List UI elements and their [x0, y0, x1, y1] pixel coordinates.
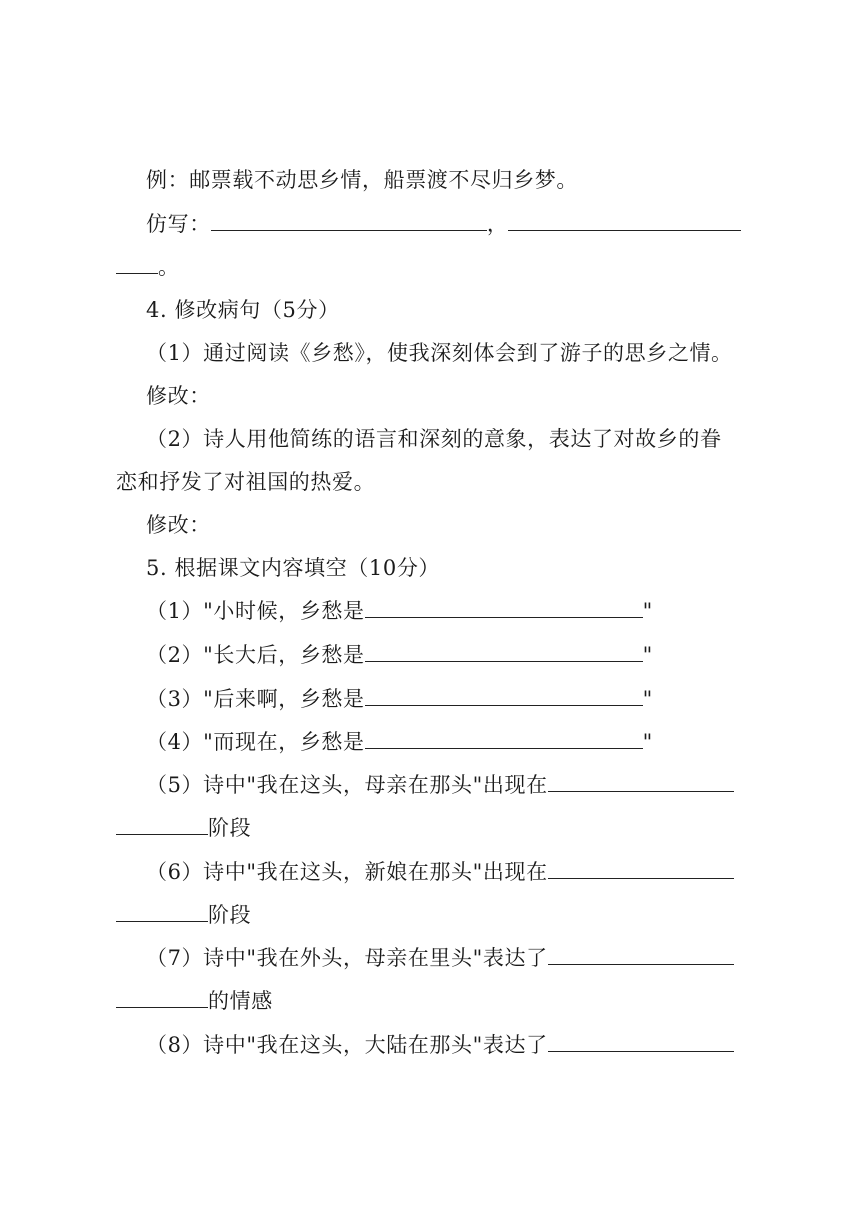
question-5-1-text: （1）"小时候，乡愁是	[146, 599, 365, 623]
question-5-6-cont	[116, 900, 756, 930]
imitate-label: 仿写：	[146, 212, 211, 236]
question-5-6	[146, 857, 786, 887]
question-5-5	[146, 770, 786, 800]
answer-blank-5-4[interactable]	[365, 728, 643, 749]
quote-mark: "	[642, 687, 653, 711]
question-5-7	[146, 943, 786, 973]
question-5-3-text: （3）"后来啊，乡愁是	[146, 687, 365, 711]
question-4-2-a: （2）诗人用他简练的语言和深刻的意象，表达了对故乡的眷	[146, 427, 722, 451]
stage-text: 阶段	[208, 816, 252, 840]
imitate-blank-2[interactable]	[508, 210, 741, 231]
imitate-end: 。	[158, 255, 180, 279]
stage-text: 阶段	[208, 903, 252, 927]
question-4-2-fix: 修改：	[146, 513, 211, 537]
quote-mark: "	[642, 730, 653, 754]
question-4-title: 4. 修改病句（5分）	[146, 298, 340, 322]
question-5-4	[146, 727, 786, 757]
imitate-comma: ，	[486, 212, 509, 236]
quote-mark: "	[642, 643, 653, 667]
answer-blank-5-8a[interactable]	[548, 1031, 734, 1052]
question-5-title: 5. 根据课文内容填空（10分）	[146, 556, 441, 580]
answer-blank-5-6a[interactable]	[548, 858, 734, 879]
emotion-text: 的情感	[208, 989, 273, 1013]
question-5-4-text: （4）"而现在，乡愁是	[146, 730, 365, 754]
question-5-2	[146, 640, 786, 670]
answer-blank-5-6b[interactable]	[116, 901, 208, 922]
question-5-6-text: （6）诗中"我在这头，新娘在那头"出现在	[146, 860, 548, 884]
imitate-blank-1[interactable]	[211, 210, 487, 231]
question-4-2-b: 恋和抒发了对祖国的热爱。	[116, 470, 376, 494]
answer-blank-5-5b[interactable]	[116, 814, 208, 835]
question-5-3	[146, 684, 786, 714]
answer-blank-5-2[interactable]	[365, 641, 643, 662]
question-4-1-fix: 修改：	[146, 384, 211, 408]
answer-blank-5-3[interactable]	[365, 685, 643, 706]
imitate-blank-3[interactable]	[116, 253, 158, 274]
quote-mark: "	[642, 599, 653, 623]
question-5-8	[146, 1030, 786, 1060]
answer-blank-5-5a[interactable]	[548, 771, 734, 792]
question-5-7-cont	[116, 986, 756, 1016]
question-5-5-text: （5）诗中"我在这头，母亲在那头"出现在	[146, 773, 548, 797]
question-5-2-text: （2）"长大后，乡愁是	[146, 643, 365, 667]
imitate-line	[146, 209, 786, 239]
question-5-5-cont	[116, 813, 756, 843]
imitate-continuation	[116, 252, 756, 282]
answer-blank-5-7a[interactable]	[548, 944, 734, 965]
example-sentence: 例：邮票载不动思乡情，船票渡不尽归乡梦。	[146, 168, 578, 192]
question-5-8-text: （8）诗中"我在这头，大陆在那头"表达了	[146, 1033, 548, 1057]
answer-blank-5-1[interactable]	[365, 597, 643, 618]
answer-blank-5-7b[interactable]	[116, 987, 208, 1008]
question-4-1: （1）通过阅读《乡愁》，使我深刻体会到了游子的思乡之情。	[146, 341, 733, 365]
question-5-7-text: （7）诗中"我在外头，母亲在里头"表达了	[146, 946, 548, 970]
question-5-1	[146, 596, 786, 626]
